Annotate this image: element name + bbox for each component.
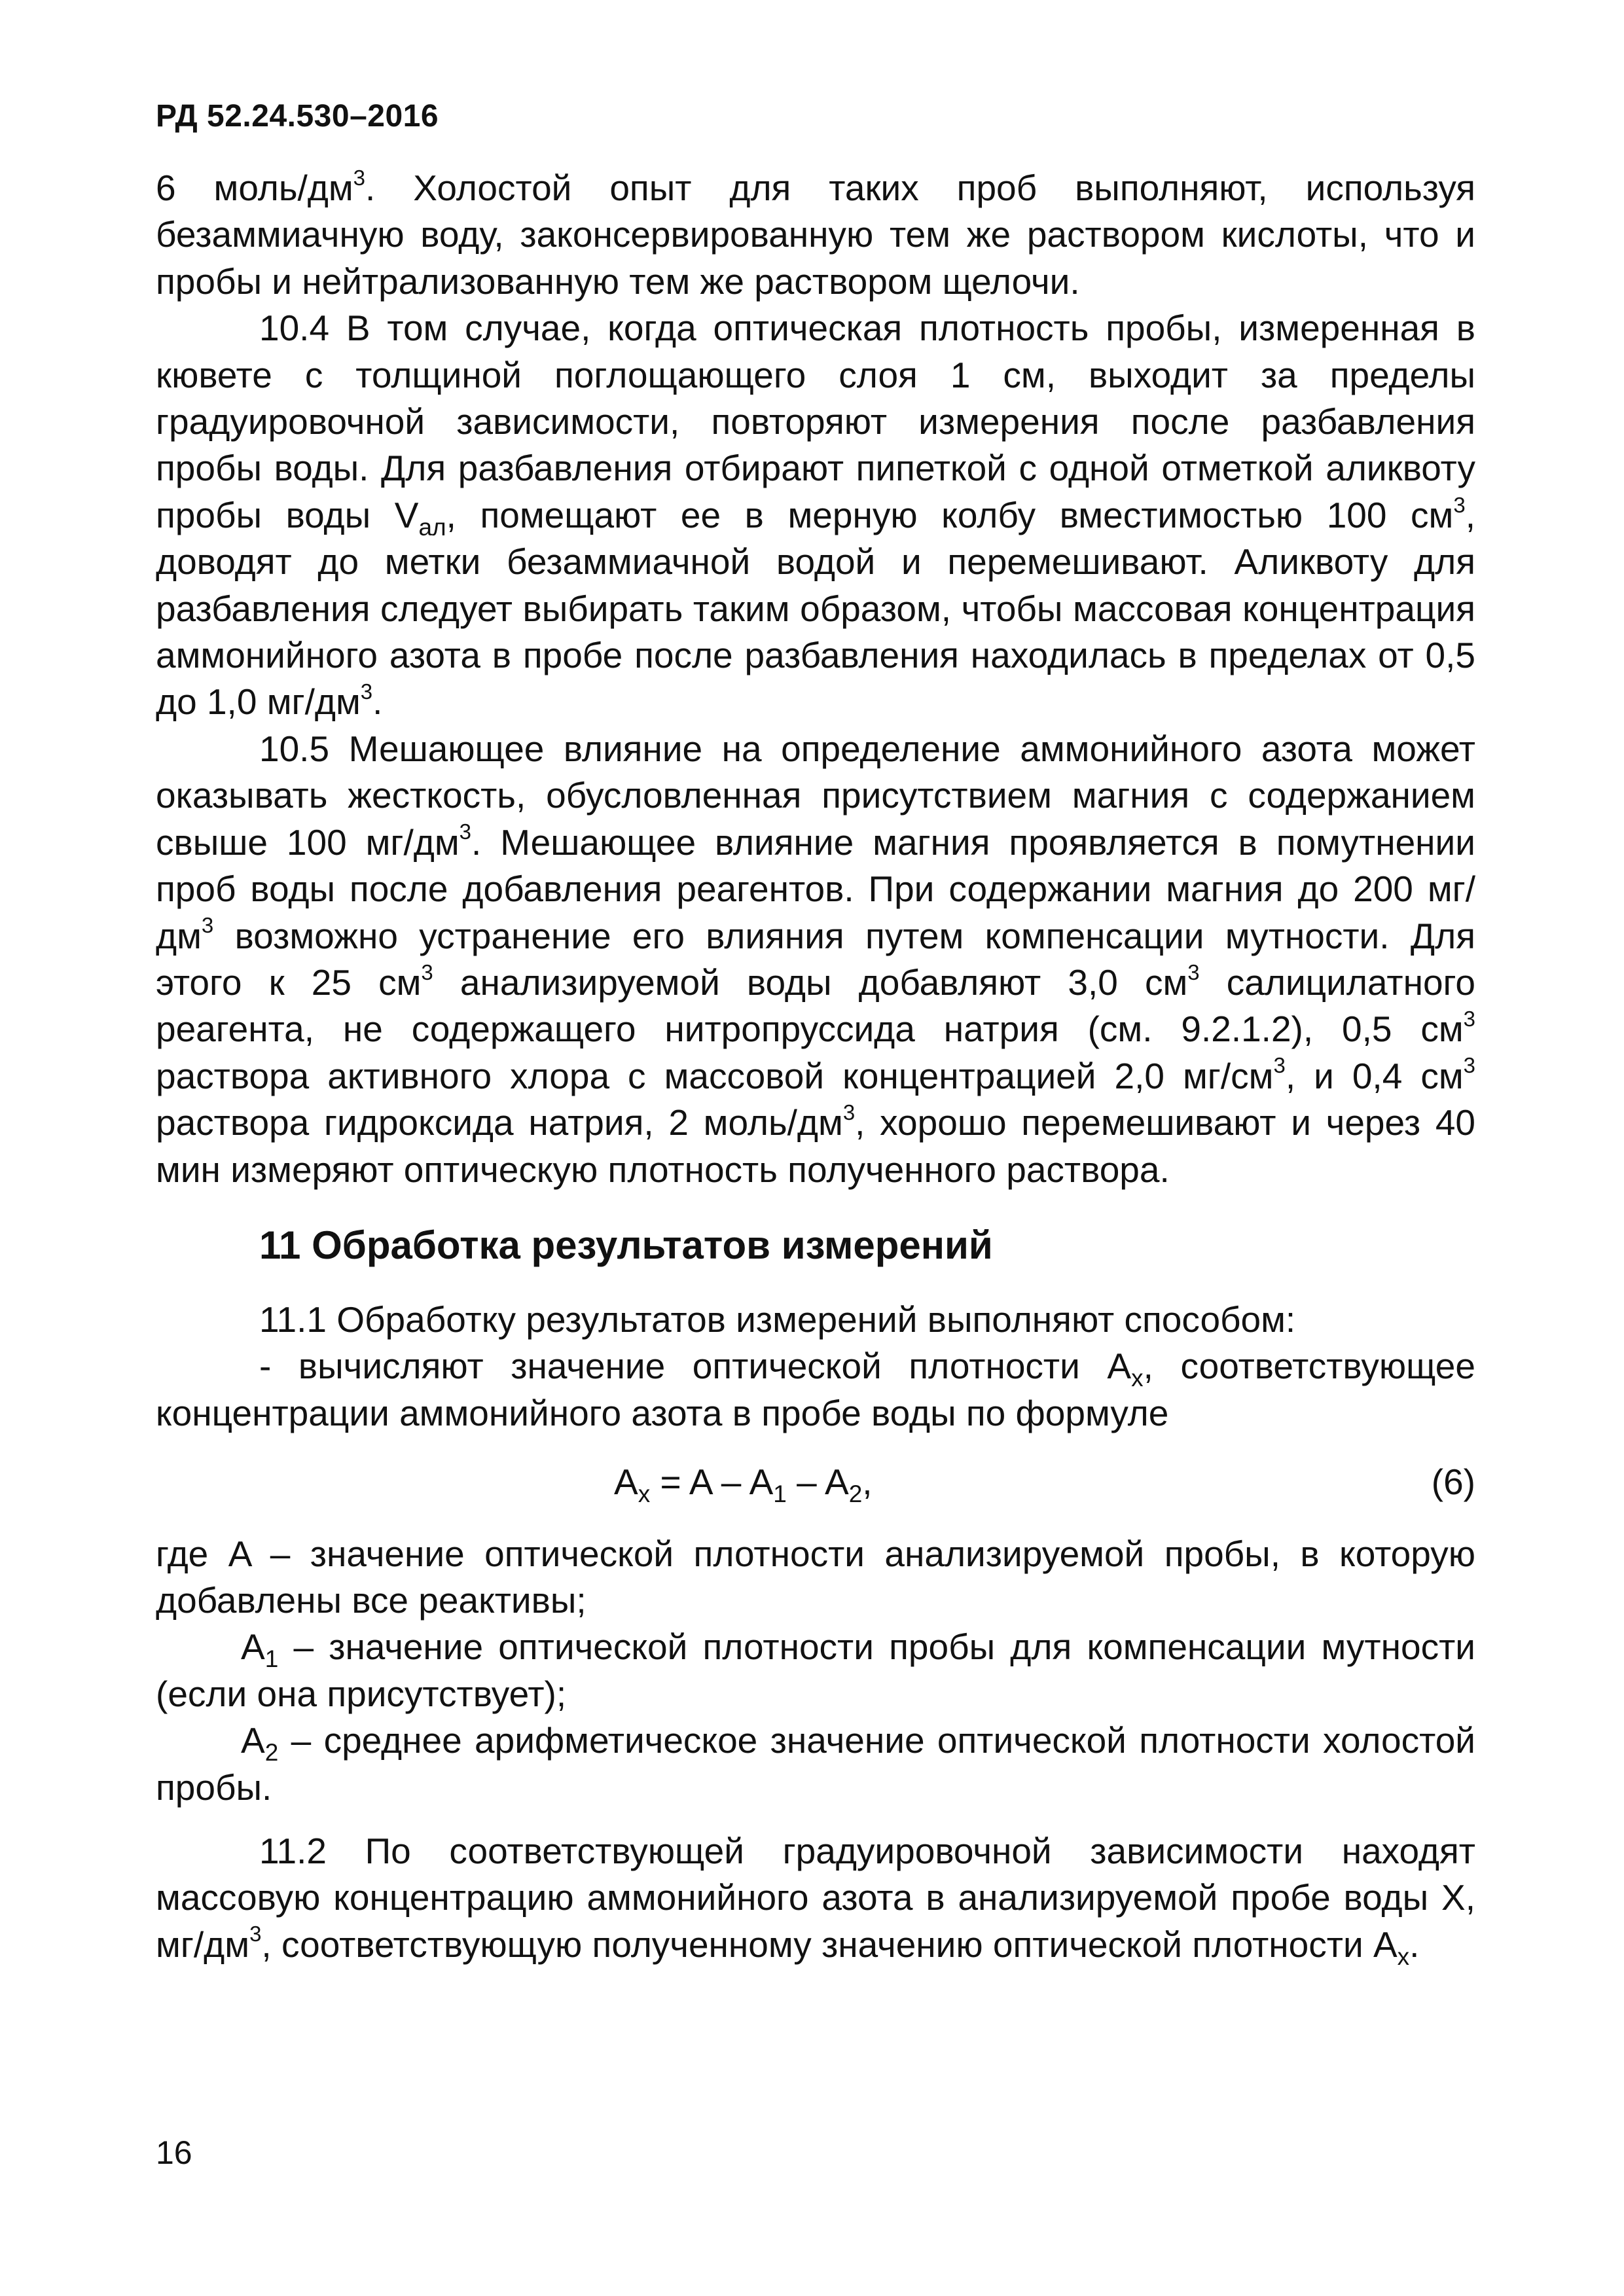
page-number: 16 [156,2134,192,2171]
paragraph-10-5: 10.5 Мешающее влияние на определение аммонийного азота может оказывать жесткость, обусловленная присутствием магния с содержанием свыше 100 $мг/дм^3$. Мешающее влияние магния проявляется в помутнении проб воды после добавления реагентов. При содержании магния до 200 $мг/дм^3$ возможно устранение его влияния путем компенсации мутности. Для этого к 25 $см^3$ анализируемой воды добавляют 3,0 $см^3$ салицилатного реагента, не содержащего нитропруссида натрия (см. 9.2.1.2), 0,5 $см^3$ раствора активного хлора с массовой концентрацией 2,0 $мг/см^3$, и 0,4 $см^3$ раствора гидроксида натрия, 2 моль/$дм^3$, хорошо перемешивают и через 40 мин измеряют оптическую плотность полученного раствора. [156,728,1475,1190]
formula-6 [156,1459,1475,1508]
paragraph-11-1-intro: 11.1 Обработку результатов измерений выполняют способом: [259,1299,1296,1340]
formula-expression: $A_x = A - A_1 - A_2$, [614,1462,873,1508]
paragraph-10-4: 10.4 В том случае, когда оптическая плотность пробы, измеренная в кювете с толщиной поглощающего слоя 1 см, выходит за пределы градуировочной зависимости, повторяют измерения после разбавления пробы воды. Для разбавления отбирают пипеткой с одной отметкой аликвоту пробы воды $V_{ал}$, помещают ее в мерную колбу вместимостью 100 $см^3$, доводят до метки безаммиачной водой и перемешивают. Аликвоту для разбавления следует выбирать таким образом, чтобы массовая концентрация аммонийного азота в пробе после разбавления находилась в пределах от 0,5 до 1,0 $мг/дм^3$. [156,308,1475,723]
document-body [156,165,1475,1968]
paragraph-11-2: 11.2 По соответствующей градуировочной зависимости находят массовую концентрацию аммонийного азота в анализируемой пробе воды X, $мг/дм^3$, соответствующую полученному значению оптической плотности $A_x$. [156,1830,1475,1970]
paragraph-11-1-item: - вычисляют значение оптической плотности $A_x$, соответствующее концентрации аммонийного азота в пробе воды по формуле [156,1346,1475,1433]
definition-a: где A – значение оптической плотности анализируемой пробы, в которую добавлены все реактивы; [156,1533,1475,1621]
section-heading-11: 11 Обработка результатов измерений [259,1223,993,1267]
paragraph-continuation: 6 моль/$дм^3$. Холостой опыт для таких проб выполняют, используя безаммиачную воду, законсервированную тем же раствором кислоты, что и пробы и нейтрализованную тем же раствором щелочи. [156,165,1475,302]
formula-number: (6) [1431,1462,1475,1503]
document-code-header: РД 52.24.530–2016 [156,99,439,134]
definition-a1: $A_1$ – значение оптической плотности пробы для компенсации мутности (если она присутствует); [156,1626,1475,1714]
definition-a2: $A_2$ – среднее арифметическое значение оптической плотности холостой пробы. [156,1720,1475,1808]
